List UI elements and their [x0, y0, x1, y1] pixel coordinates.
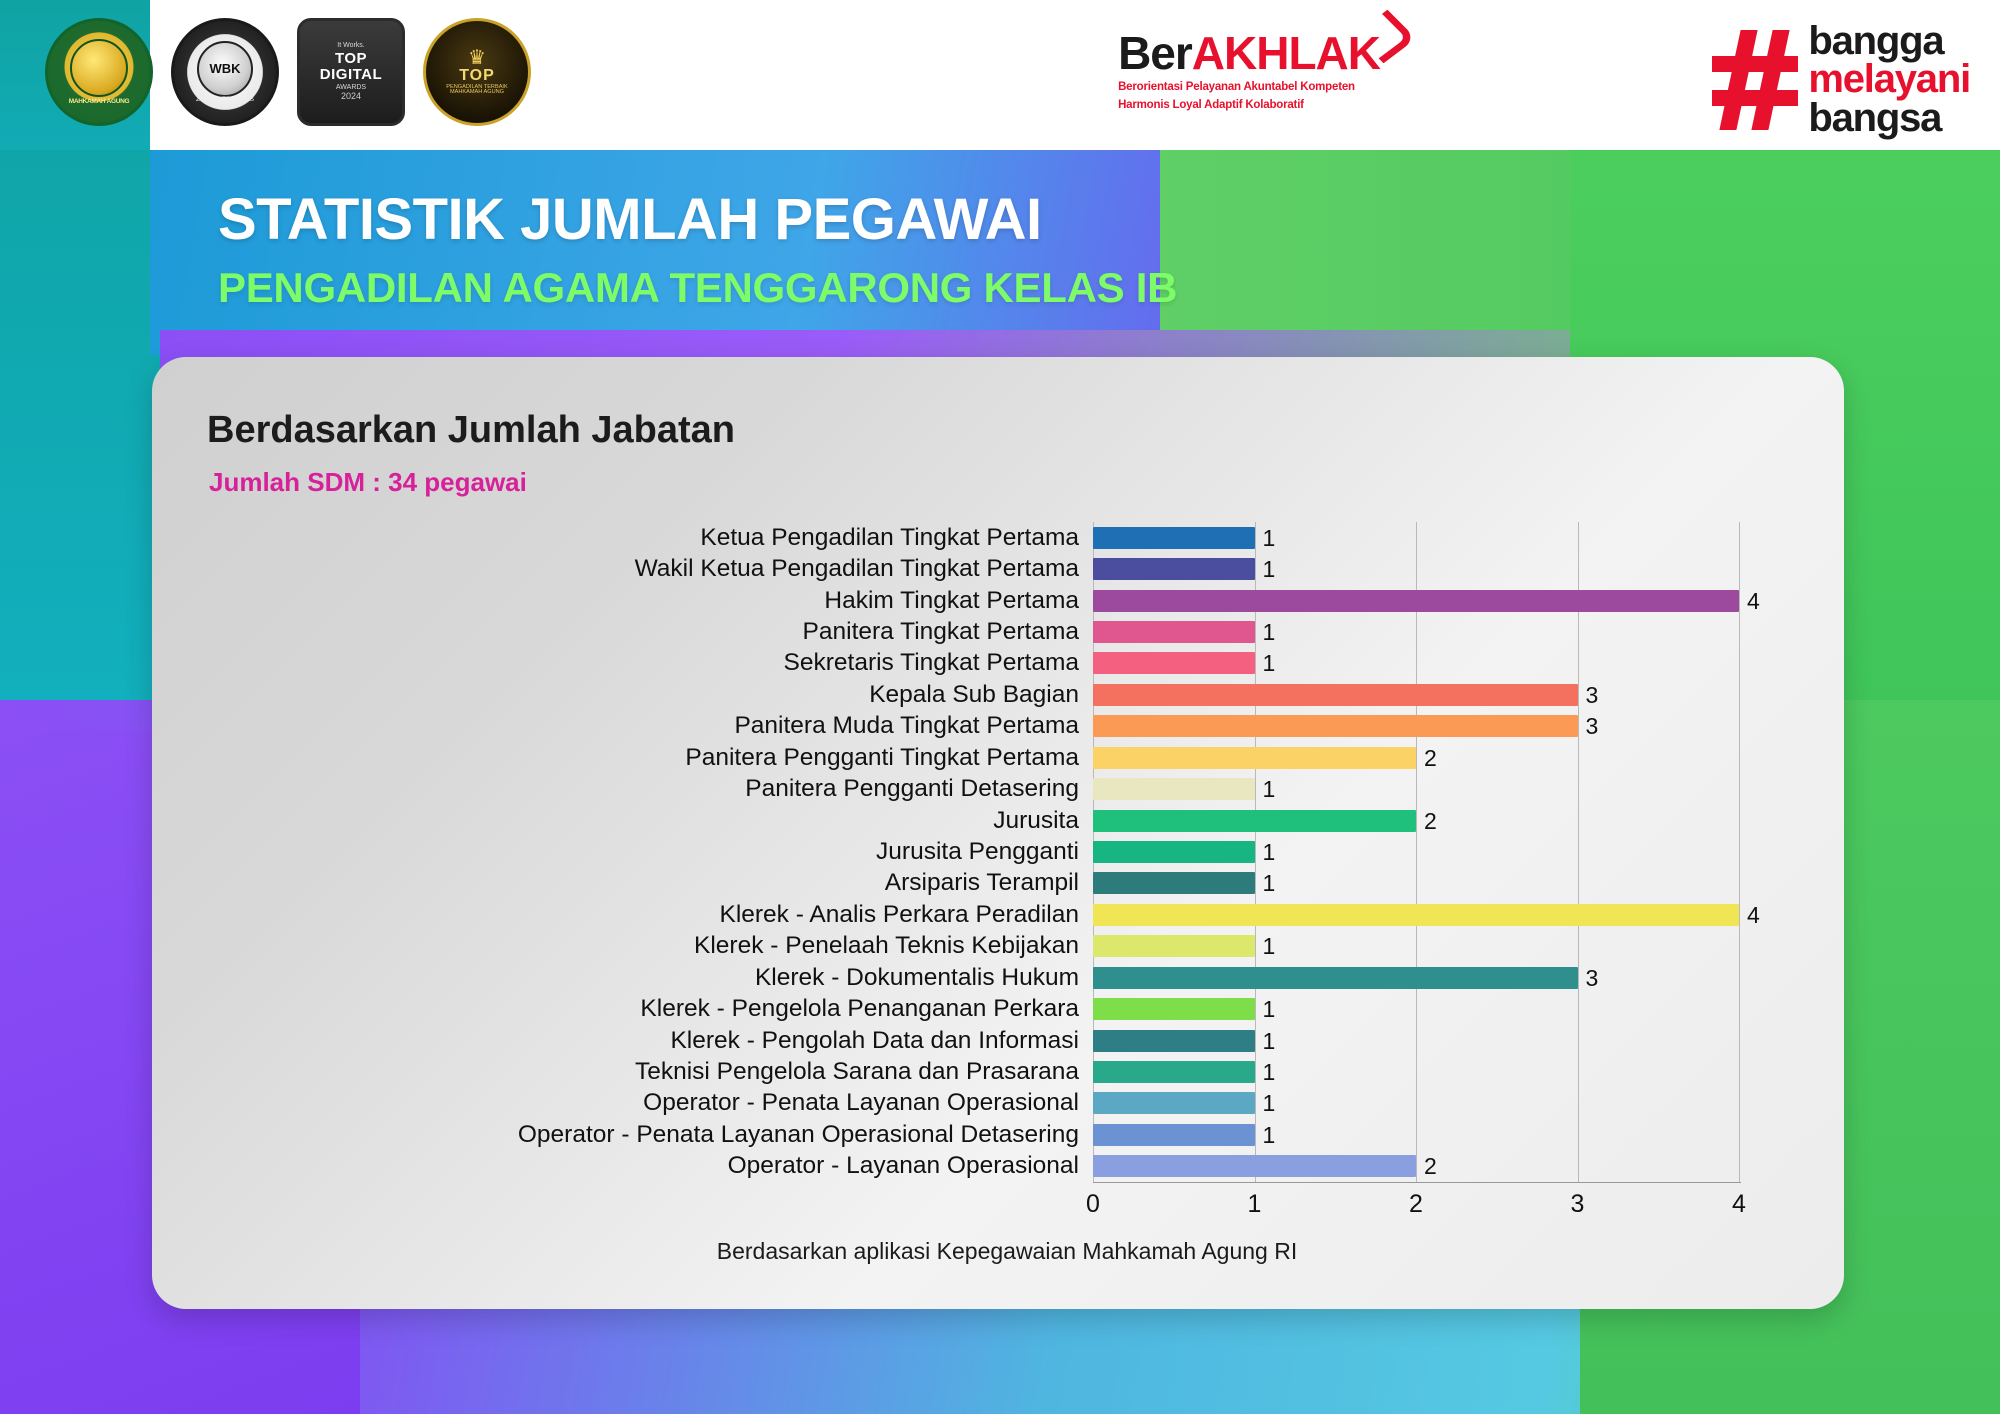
- chart-bar: [1093, 1155, 1416, 1177]
- chart-bar: [1093, 1124, 1255, 1146]
- chart-category-label: Jurusita: [993, 806, 1079, 834]
- hashtag-icon: [1712, 30, 1798, 130]
- card-subtitle: Jumlah SDM : 34 pegawai: [209, 467, 527, 497]
- chart-bar-value: 3: [1585, 713, 1599, 740]
- chart-bar-value: 1: [1262, 524, 1276, 551]
- bangga-melayani-bangsa-logo: [1712, 19, 1970, 140]
- crown-icon: ♛: [468, 46, 486, 69]
- berakhlak-wordmark: [1118, 27, 1380, 79]
- chart-category-label: Kepala Sub Bagian: [869, 680, 1079, 708]
- chart-bar: [1093, 967, 1578, 989]
- chart-bar-value: 1: [1262, 619, 1276, 645]
- chart-bar-value: 1: [1262, 996, 1276, 1023]
- logo-caption-small: It Works.: [337, 42, 365, 50]
- logo-top-word: TOP: [334, 49, 368, 67]
- chart-category-label: Panitera Pengganti Tingkat Pertama: [685, 743, 1079, 771]
- page-title: STATISTIK JUMLAH PEGAWAI: [218, 187, 1042, 252]
- page-subtitle: PENGADILAN AGAMA TENGGARONG KELAS IB: [218, 263, 1178, 311]
- chart-category-label: Jurusita Pengganti: [876, 838, 1079, 865]
- chart-bar-value: 1: [1262, 933, 1276, 960]
- logo-caption: MAHKAMAH AGUNG: [68, 97, 130, 105]
- chart-gridline: [1578, 522, 1579, 1182]
- berakhlak-ber: Ber: [1118, 27, 1192, 79]
- bangga-line-3: bangsa: [1808, 95, 1942, 140]
- chart-bar-value: 1: [1262, 1059, 1276, 1085]
- chart-category-label: Operator - Penata Layanan Operasional Detasering: [517, 1120, 1079, 1148]
- x-axis-tick-label: 1: [1247, 1190, 1262, 1218]
- seal-inner-icon: [70, 39, 128, 97]
- chart-bar: [1093, 998, 1255, 1020]
- x-axis-tick-label: 4: [1732, 1190, 1746, 1218]
- chart-bar-value: 1: [1262, 1121, 1276, 1148]
- logo-caption: ZONA INTEGRITAS: [195, 95, 255, 103]
- chart-bar: [1093, 1092, 1255, 1114]
- chart-category-label: Wakil Ketua Pengadilan Tingkat Pertama: [634, 555, 1079, 583]
- chart-category-label: Klerek - Dokumentalis Hukum: [754, 963, 1079, 991]
- chart-bars: [1093, 522, 1797, 1182]
- logo-strip: [45, 18, 531, 126]
- chart-bar: [1093, 621, 1255, 643]
- chart-gridline: [1255, 522, 1256, 1182]
- statistics-card: [152, 357, 1844, 1309]
- chart-bar: [1093, 810, 1416, 832]
- logo-top-word: TOP: [459, 66, 495, 84]
- x-axis-tick-label: 2: [1409, 1190, 1423, 1218]
- chart-bar: [1093, 652, 1255, 674]
- chart-bar-value: 1: [1262, 1090, 1276, 1117]
- logo-caption: PENGADILAN TERBAIK MAHKAMAH AGUNG: [446, 83, 508, 96]
- bangga-line-2: melayani: [1808, 57, 1970, 102]
- logo-year: 2024: [340, 91, 362, 102]
- chart-bar: [1093, 778, 1255, 800]
- chart-bar: [1093, 1030, 1255, 1052]
- logo-awards-word: AWARDS: [335, 84, 367, 92]
- mahkamah-agung-seal-icon: [45, 18, 153, 126]
- chart-bar-value: 2: [1424, 744, 1437, 771]
- chart-bar-value: 2: [1424, 807, 1437, 834]
- bangga-wordmark: [1808, 19, 1970, 140]
- chart-category-labels: [207, 522, 1087, 1182]
- chart-bar: [1093, 872, 1255, 894]
- berakhlak-tagline-2: Harmonis Loyal Adaptif Kolaboratif: [1118, 99, 1304, 112]
- chart-bar-value: 1: [1262, 870, 1276, 897]
- card-title: Berdasarkan Jumlah Jabatan: [207, 409, 736, 451]
- chart-gridline: [1739, 522, 1740, 1182]
- chart-category-label: Arsiparis Terampil: [884, 869, 1079, 897]
- page-title-block: [218, 187, 1178, 311]
- x-axis-tick-label: 0: [1086, 1190, 1100, 1218]
- berakhlak-logo: [1118, 27, 1380, 113]
- chart-category-label: Klerek - Analis Perkara Peradilan: [719, 900, 1079, 928]
- chart-bar: [1093, 558, 1255, 580]
- chart-bar-value: 1: [1262, 1027, 1276, 1054]
- chart-category-label: Operator - Penata Layanan Operasional: [643, 1089, 1079, 1117]
- chart-bar: [1093, 935, 1255, 957]
- top-pengadilan-award-icon: [423, 18, 531, 126]
- chart-category-label: Klerek - Penelaah Teknis Kebijakan: [694, 932, 1079, 960]
- chart-bar: [1093, 715, 1578, 737]
- chart-category-label: Operator - Layanan Operasional: [727, 1152, 1079, 1180]
- chart-category-label: Klerek - Pengolah Data dan Informasi: [670, 1026, 1079, 1054]
- chart-bar-value: 1: [1262, 650, 1276, 677]
- chart-footnote: Berdasarkan aplikasi Kepegawaian Mahkamah Agung RI: [716, 1238, 1298, 1264]
- chart-bar-value: 3: [1585, 964, 1599, 991]
- chart-bar-value: 1: [1262, 556, 1276, 583]
- chart-bar-value: 4: [1747, 901, 1760, 928]
- chart-bar-value: 4: [1747, 587, 1760, 614]
- chart-category-label: Hakim Tingkat Pertama: [824, 586, 1079, 614]
- chart-plot-area: [207, 522, 1807, 1182]
- kementerian-panrb-wbk-icon: [171, 18, 279, 126]
- wbk-center-label: WBK: [197, 41, 253, 97]
- chart-bar: [1093, 841, 1255, 863]
- chart-category-label: Panitera Tingkat Pertama: [802, 618, 1079, 645]
- berakhlak-tagline-1: Berorientasi Pelayanan Akuntabel Kompeten: [1118, 81, 1355, 93]
- x-axis-tick-label: 3: [1570, 1190, 1585, 1218]
- chart-bar: [1093, 1061, 1255, 1083]
- top-digital-awards-icon: [297, 18, 405, 126]
- chart-category-label: Panitera Muda Tingkat Pertama: [734, 712, 1079, 740]
- chart-bar: [1093, 904, 1739, 926]
- berakhlak-akhlak: AKHLAK: [1191, 27, 1380, 79]
- chart-gridline: [1416, 522, 1417, 1182]
- chart-category-label: Klerek - Pengelola Penanganan Perkara: [640, 995, 1079, 1023]
- chart-bar: [1093, 747, 1416, 769]
- chart-bar-value: 1: [1262, 839, 1276, 865]
- chart-category-label: Ketua Pengadilan Tingkat Pertama: [700, 523, 1079, 551]
- x-axis-line: [1093, 1182, 1741, 1183]
- logo-digital-word: DIGITAL: [319, 66, 383, 84]
- chart-category-label: Teknisi Pengelola Sarana dan Prasarana: [634, 1058, 1079, 1085]
- bar-chart: [207, 522, 1807, 1262]
- chart-bar-value: 3: [1585, 681, 1599, 708]
- chart-bar: [1093, 527, 1255, 549]
- chart-category-label: Panitera Pengganti Detasering: [745, 775, 1079, 803]
- bangga-line-1: bangga: [1808, 19, 1944, 63]
- chart-bar-value: 1: [1262, 776, 1276, 803]
- chart-bar-value: 2: [1424, 1153, 1437, 1180]
- chart-category-label: Sekretaris Tingkat Pertama: [783, 649, 1079, 677]
- chart-bar: [1093, 590, 1739, 612]
- chart-bar: [1093, 684, 1578, 706]
